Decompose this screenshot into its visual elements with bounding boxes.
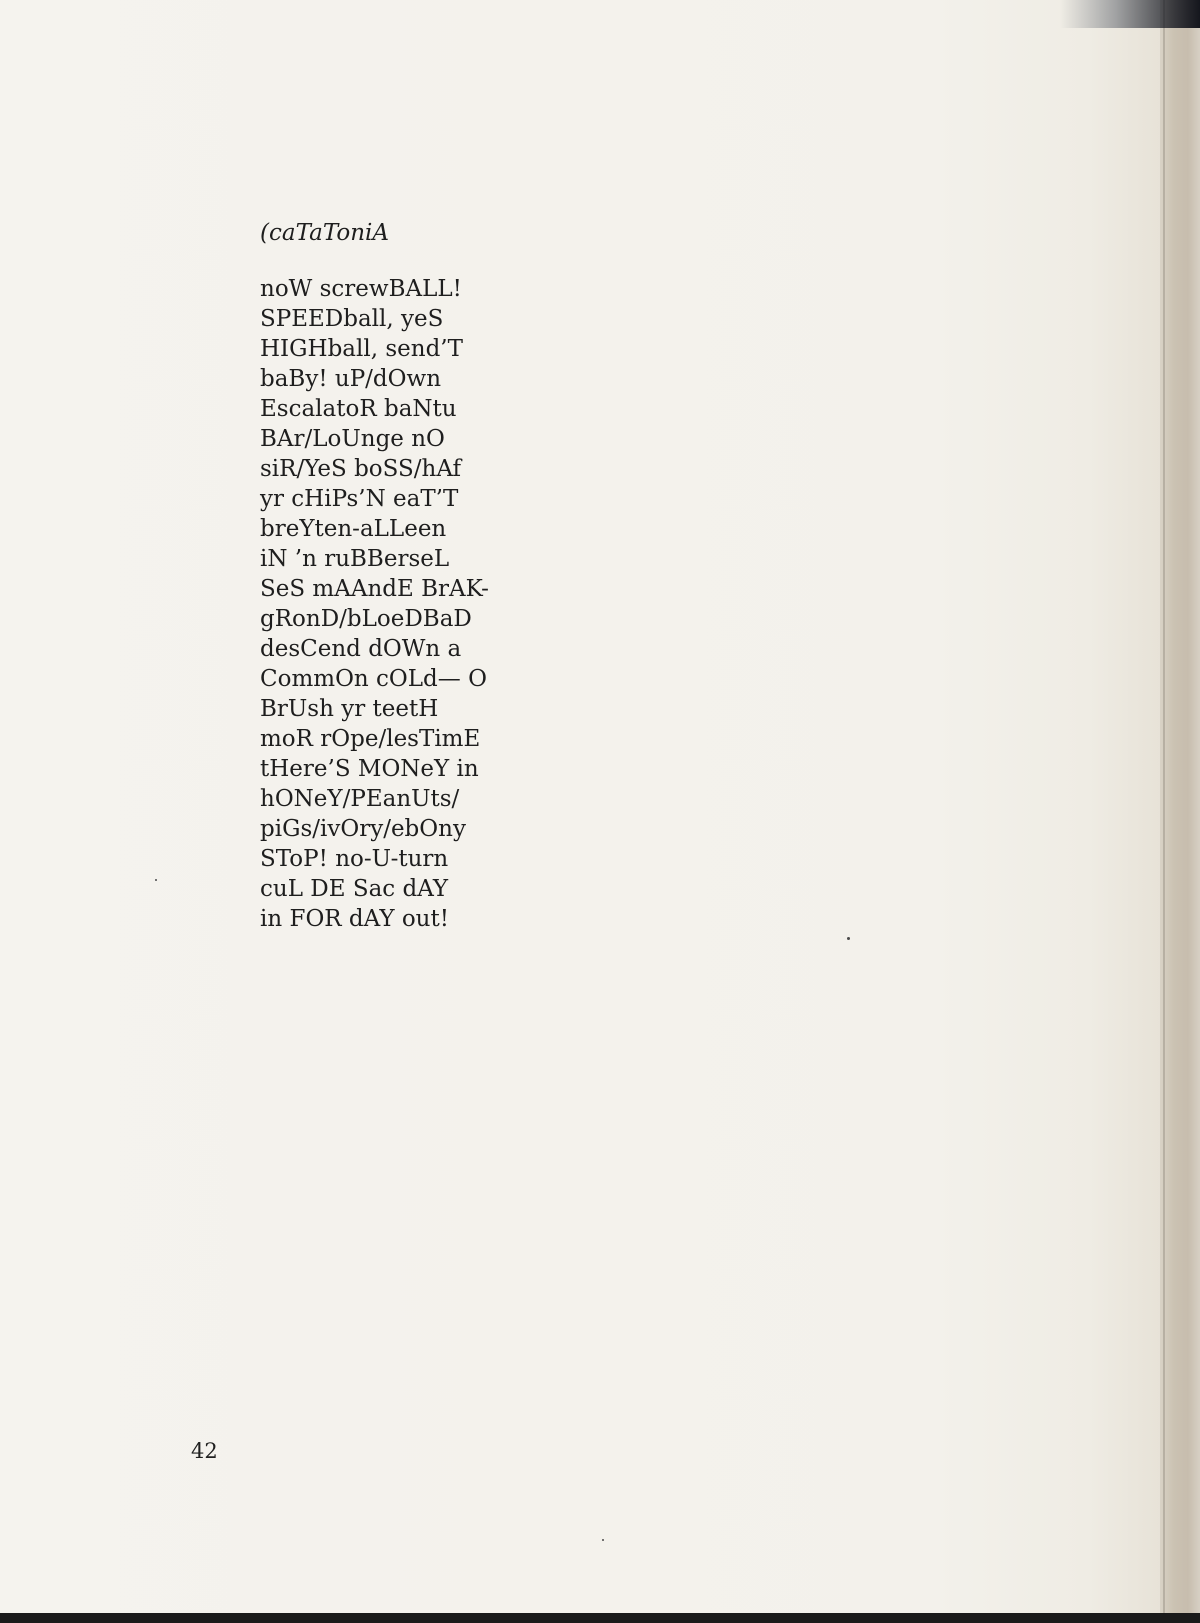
poem-line: BrUsh yr teetH — [260, 696, 439, 722]
poem-line: iN ’n ruBBerseL — [260, 546, 450, 572]
scan-corner-shadow — [1060, 0, 1200, 28]
poem-title: (caTaToniA — [260, 220, 390, 246]
show-through-text — [658, 220, 958, 780]
poem-line: in FOR dAY out! — [260, 906, 449, 932]
poem-line: HIGHball, send’T — [260, 336, 463, 362]
poem-line: EscalatoR baNtu — [260, 396, 457, 422]
poem-line: hONeY/PEanUts/ — [260, 786, 460, 812]
poem-line: SToP! no-U-turn — [260, 846, 449, 872]
paper-speck — [155, 879, 157, 881]
page-gutter-shadow — [1160, 0, 1200, 1623]
poem-lines — [260, 274, 680, 934]
poem-line: cuL DE Sac dAY — [260, 876, 449, 902]
poem-line: yr cHiPs’N eaT’T — [260, 486, 459, 512]
scan-bottom-edge — [0, 1613, 1200, 1623]
page-edge-line — [1163, 0, 1165, 1623]
poem-line: desCend dOWn a — [260, 636, 462, 662]
poem-line: tHere’S MONeY in — [260, 756, 479, 782]
poem-line: siR/YeS boSS/hAf — [260, 456, 462, 482]
paper-speck — [847, 937, 850, 940]
poem-line: SeS mAAndE BrAK- — [260, 576, 489, 602]
poem-line: noW screwBALL! — [260, 276, 462, 302]
poem-line: baBy! uP/dOwn — [260, 366, 442, 392]
poem-line: BAr/LoUnge nO — [260, 426, 445, 452]
poem-line: breYten-aLLeen — [260, 516, 447, 542]
poem-line: piGs/ivOry/ebOny — [260, 816, 466, 842]
poem — [260, 218, 680, 934]
poem-line: moR rOpe/lesTimE — [260, 726, 481, 752]
poem-line: CommOn cOLd— O — [260, 666, 487, 692]
page-number: 42 — [191, 1439, 218, 1463]
poem-line: gRonD/bLoeDBaD — [260, 606, 472, 632]
paper-speck — [602, 1539, 604, 1541]
poem-line: SPEEDball, yeS — [260, 306, 444, 332]
show-through-title — [658, 220, 958, 250]
